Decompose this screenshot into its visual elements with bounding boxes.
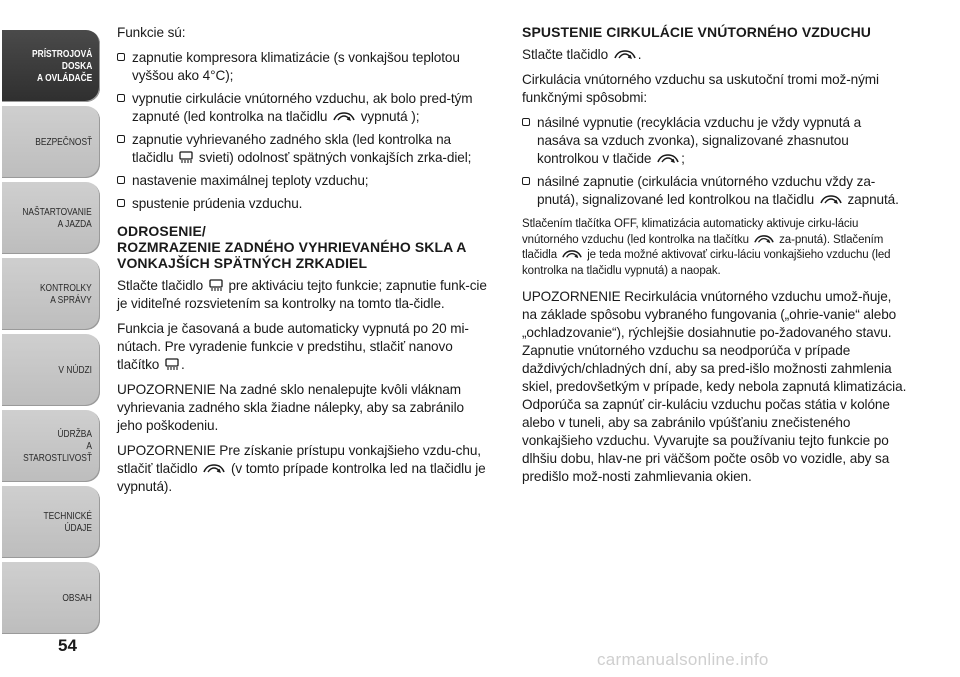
list-item-text: násilné vypnutie (recyklácia vzduchu je vždy vypnutá a nasáva sa vzduch zvonka), signalizované zhasnutou kontrolkou v tlačide <box>537 115 862 166</box>
tab-kontrolky[interactable] <box>2 258 100 330</box>
section-heading-defrost: ODROSENIE/ ROZMRAZENIE ZADNÉHO VYHRIEVANÉHO SKLA A VONKAJŠÍCH SPÄTNÝCH ZRKADIEL <box>117 223 466 271</box>
list-item-text: vypnutá ); <box>360 109 420 124</box>
list-item-text: spustenie prúdenia vzduchu. <box>132 196 303 211</box>
tab-label: ÚDRŽBA A STAROSTLIVOSŤ <box>23 428 93 464</box>
tab-nastartovanie[interactable] <box>2 182 100 254</box>
car-recirculation-icon <box>203 463 225 475</box>
rear-defrost-icon <box>179 151 193 164</box>
list-item <box>117 131 489 167</box>
tab-obsah[interactable] <box>2 562 100 634</box>
list-item-text: zapnutá. <box>847 192 899 207</box>
right-column <box>522 24 907 493</box>
intro-text: Funkcie sú: <box>117 25 186 40</box>
warning-paragraph <box>117 381 489 435</box>
tab-label: BEZPEČNOSŤ <box>35 136 92 148</box>
paragraph-text: Funkcia je časovaná a bude automaticky vypnutá po 20 mi-nútach. Pre vyradenie funkcie v predstihu, stlačiť nanovo tlačítko <box>117 321 469 372</box>
list-item-text: ; <box>681 151 685 166</box>
paragraph-text: pre aktiváciu tejto funkcie; zapnutie funk-cie je viditeľné rozsvietením sa kontrolky na tomto tla-čidle. <box>117 278 487 311</box>
checkbox-bullet-icon <box>117 94 125 102</box>
tab-technicke-udaje[interactable] <box>2 486 100 558</box>
warning-paragraph <box>117 442 489 496</box>
paragraph-text: Stlačte tlačidlo <box>117 278 204 293</box>
list-item <box>117 172 489 190</box>
list-item-text: násilné zapnutie (cirkulácia vnútorného vzduchu vždy za-pnutá), signalizované led kontrolkou na tlačidlu <box>537 174 876 207</box>
warning-label: UPOZORNENIE <box>117 443 216 458</box>
function-list <box>117 49 489 213</box>
paragraph-text: (v tomto prípade kontrolka led na tlačidlu je vypnutá). <box>117 461 486 494</box>
paragraph-text: za-pnutá). Stlačením tlačidla <box>522 233 884 261</box>
watermark: carmanualsonline.info <box>597 650 769 669</box>
list-item <box>117 49 489 85</box>
paragraph-text: Stlačením tlačítka OFF, klimatizácia automaticky aktivuje cirku-láciu vnútorného vzduchu (led kontrolka na tlačítku <box>522 218 859 246</box>
tab-label: V NÚDZI <box>58 364 92 376</box>
tab-label: PRÍSTROJOVÁ DOSKA A OVLÁDAČE <box>31 48 92 84</box>
paragraph-text: Stlačte tlačidlo <box>522 47 609 62</box>
tab-bezpecnost[interactable] <box>2 106 100 178</box>
checkbox-bullet-icon <box>117 53 125 61</box>
list-item <box>522 114 907 168</box>
paragraph-text: Recirkulácia vnútorného vzduchu umož-ňuje, na základe spôsobu vybraného fungovania („ohrie-vanie“ alebo „ochladzovanie“), rýchlejšie dosiahnutie po-žadovaného stavu. Zapnutie vnútorného vzduchu sa neodporúča v prípade daždivých/chladných dní, aby sa pred-išlo možnosti zahmlenia skiel, predovšetkým v prípade, kedy nebola zapnutá klimatizácia. Odporúča sa zapnúť cir-kuláciu vzduchu počas státia v kolóne alebo v tuneli, aby sa zabránilo vpúšťaniu znečisteného vonkajšieho vzduchu. Vyvarujte sa používaniu tejto funkcie po dlhšiu dobu, hlav-ne pri väčšom počte osôb vo vozidle, aby sa predišlo mož-nosti zahmlievania okien. <box>522 289 907 484</box>
rear-defrost-icon <box>209 279 223 292</box>
warning-label: UPOZORNENIE <box>522 289 621 304</box>
warning-label: UPOZORNENIE <box>117 382 216 397</box>
list-item <box>522 173 907 209</box>
checkbox-bullet-icon <box>117 176 125 184</box>
checkbox-bullet-icon <box>117 135 125 143</box>
list-item <box>117 195 489 213</box>
left-column <box>117 24 489 503</box>
car-recirculation-icon <box>562 249 582 260</box>
paragraph-text: Na zadné sklo nenalepujte kvôli vláknam vyhrievania zadného skla žiadne nálepky, aby sa zabránilo jeho poškodeniu. <box>117 382 464 433</box>
tab-label: KONTROLKY A SPRÁVY <box>40 282 92 306</box>
paragraph: Cirkulácia vnútorného vzduchu sa uskutoční tromi mož-nými funkčnými spôsobmi: <box>522 72 879 105</box>
warning-paragraph <box>522 288 907 486</box>
paragraph <box>117 320 489 374</box>
car-recirculation-icon <box>333 111 355 123</box>
paragraph-text: Pre získanie prístupu vonkajšieho vzdu-chu, stlačiť tlačidlo <box>117 443 481 476</box>
tab-label: TECHNICKÉ ÚDAJE <box>43 510 92 534</box>
section-heading-recirculation: SPUSTENIE CIRKULÁCIE VNÚTORNÉHO VZDUCHU <box>522 24 871 40</box>
rear-defrost-icon <box>165 358 179 371</box>
list-item-text: nastavenie maximálnej teploty vzduchu; <box>132 173 369 188</box>
page-number: 54 <box>58 636 77 655</box>
tab-pristrojova-doska[interactable] <box>2 30 100 102</box>
paragraph-text: . <box>637 47 642 62</box>
tab-label: OBSAH <box>62 592 92 604</box>
car-recirculation-icon <box>754 234 774 245</box>
checkbox-bullet-icon <box>522 118 530 126</box>
note-paragraph <box>522 217 907 279</box>
list-item-text: zapnutie vyhrievaného zadného skla (led kontrolka na tlačidlu <box>132 132 451 165</box>
checkbox-bullet-icon <box>117 199 125 207</box>
list-item-text: vypnutie cirkulácie vnútorného vzduchu, ak bolo pred-tým zapnuté (led kontrolka na tlačidlu <box>132 91 473 124</box>
paragraph <box>117 277 489 313</box>
recirculation-mode-list <box>522 114 907 209</box>
list-item-text: svieti) odolnosť spätných vonkajších zrka-diel; <box>198 150 472 165</box>
paragraph-text: je teda možné aktivovať cirku-láciu vonkajšieho vzduchu (led kontrolka na tlačidlu vypnutá) a naopak. <box>522 249 891 277</box>
car-recirculation-icon <box>657 153 679 165</box>
car-recirculation-icon <box>614 49 636 61</box>
tab-v-nudzi[interactable] <box>2 334 100 406</box>
list-item-text: zapnutie kompresora klimatizácie (s vonkajšou teplotou vyššou ako 4°C); <box>132 50 460 83</box>
car-recirculation-icon <box>820 194 842 206</box>
paragraph-text: . <box>180 357 185 372</box>
checkbox-bullet-icon <box>522 177 530 185</box>
list-item <box>117 90 489 126</box>
paragraph <box>522 46 907 64</box>
tab-label: NAŠTARTOVANIE A JAZDA <box>22 206 92 230</box>
tab-udrzba[interactable] <box>2 410 100 482</box>
